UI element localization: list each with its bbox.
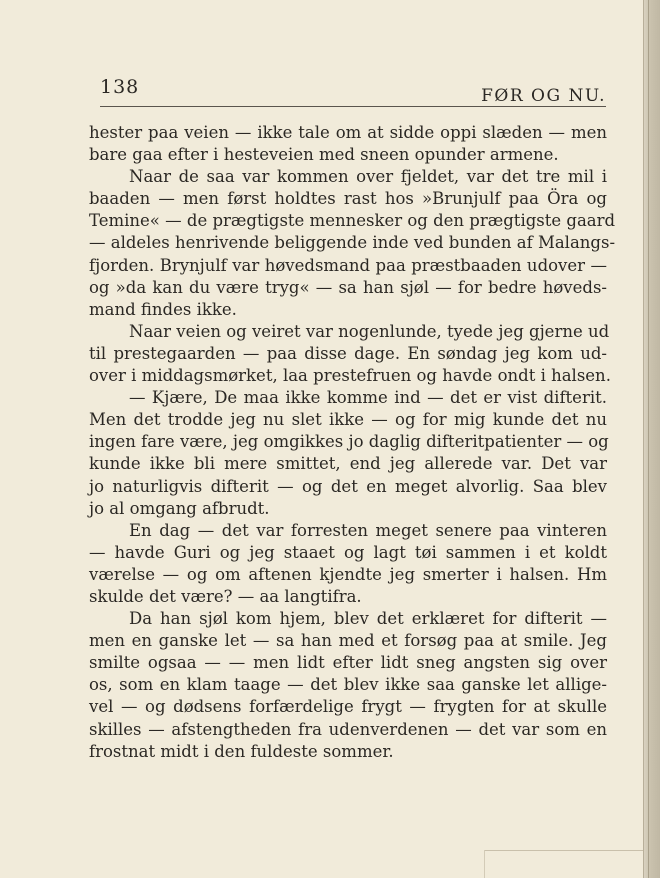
page-header	[100, 72, 606, 106]
page-corner-mark-vertical	[484, 850, 485, 878]
text-line: — havde Guri og jeg staaet og lagt tøi sammen i et koldt	[89, 542, 607, 562]
text-line: vel — og dødsens forfærdelige frygt — frygten for at skulle	[89, 697, 607, 717]
page-edge	[643, 0, 660, 878]
text-line: skulde det være? — aa langtifra.	[89, 586, 362, 606]
text-line: frostnat midt i den fuldeste sommer.	[89, 741, 394, 761]
text-line: Men det trodde jeg nu slet ikke — og for mig kunde det nu	[89, 410, 607, 430]
text-line: En dag — det var forresten meget senere paa vinteren	[129, 520, 607, 540]
page-edge-line	[648, 0, 649, 878]
text-line: ingen fare være, jeg omgikkes jo daglig difteritpatienter — og	[89, 432, 609, 452]
header-rule	[100, 106, 606, 107]
text-line: hester paa veien — ikke tale om at sidde oppi slæden — men	[89, 123, 607, 142]
text-line: os, som en klam taage — det blev ikke saa ganske let allige-	[89, 675, 607, 695]
text-line: Da han sjøl kom hjem, blev det erklæret for difterit —	[129, 609, 607, 629]
running-head: FØR OG NU.	[481, 86, 606, 106]
text-line: fjorden. Brynjulf var høvedsmand paa præstbaaden udover —	[89, 255, 607, 275]
text-line: mand findes ikke.	[89, 299, 237, 319]
page-number: 138	[100, 76, 140, 98]
text-line: over i middagsmørket, laa prestefruen og havde ondt i halsen.	[89, 366, 611, 386]
text-line: Naar veien og veiret var nogenlunde, tyede jeg gjerne ud	[129, 321, 610, 341]
text-line: men en ganske let — sa han med et forsøg paa at smile. Jeg	[89, 631, 607, 651]
text-line: Temine« — de prægtigste mennesker og den prægtigste gaard	[89, 211, 616, 231]
text-line: og »da kan du være tryg« — sa han sjøl — for bedre høveds-	[89, 277, 607, 297]
text-line: til prestegaarden — paa disse dage. En søndag jeg kom ud-	[89, 343, 607, 363]
text-line: jo al omgang afbrudt.	[89, 498, 270, 518]
text-line: skilles — afstengtheden fra udenverdenen — det var som en	[89, 719, 607, 739]
page-corner-mark	[484, 850, 643, 851]
text-line: værelse — og om aftenen kjendte jeg smerter i halsen. Hm	[89, 564, 607, 584]
text-line: — aldeles henrivende beliggende inde ved bunden af Malangs-	[89, 233, 616, 253]
text-line: kunde ikke bli mere smittet, end jeg allerede var. Det var	[89, 454, 607, 474]
text-line: — Kjære, De maa ikke komme ind — det er vist difterit.	[129, 388, 607, 408]
text-line: jo naturligvis difterit — og det en meget alvorlig. Saa blev	[89, 476, 607, 496]
text-line: baaden — men først holdtes rast hos »Brunjulf paa Öra og	[89, 189, 607, 209]
text-line: Naar de saa var kommen over fjeldet, var det tre mil i	[129, 167, 607, 187]
text-line: bare gaa efter i hesteveien med sneen opunder armene.	[89, 145, 559, 165]
text-line: smilte ogsaa — — men lidt efter lidt sneg angsten sig over	[89, 653, 607, 673]
body-text	[89, 122, 616, 763]
